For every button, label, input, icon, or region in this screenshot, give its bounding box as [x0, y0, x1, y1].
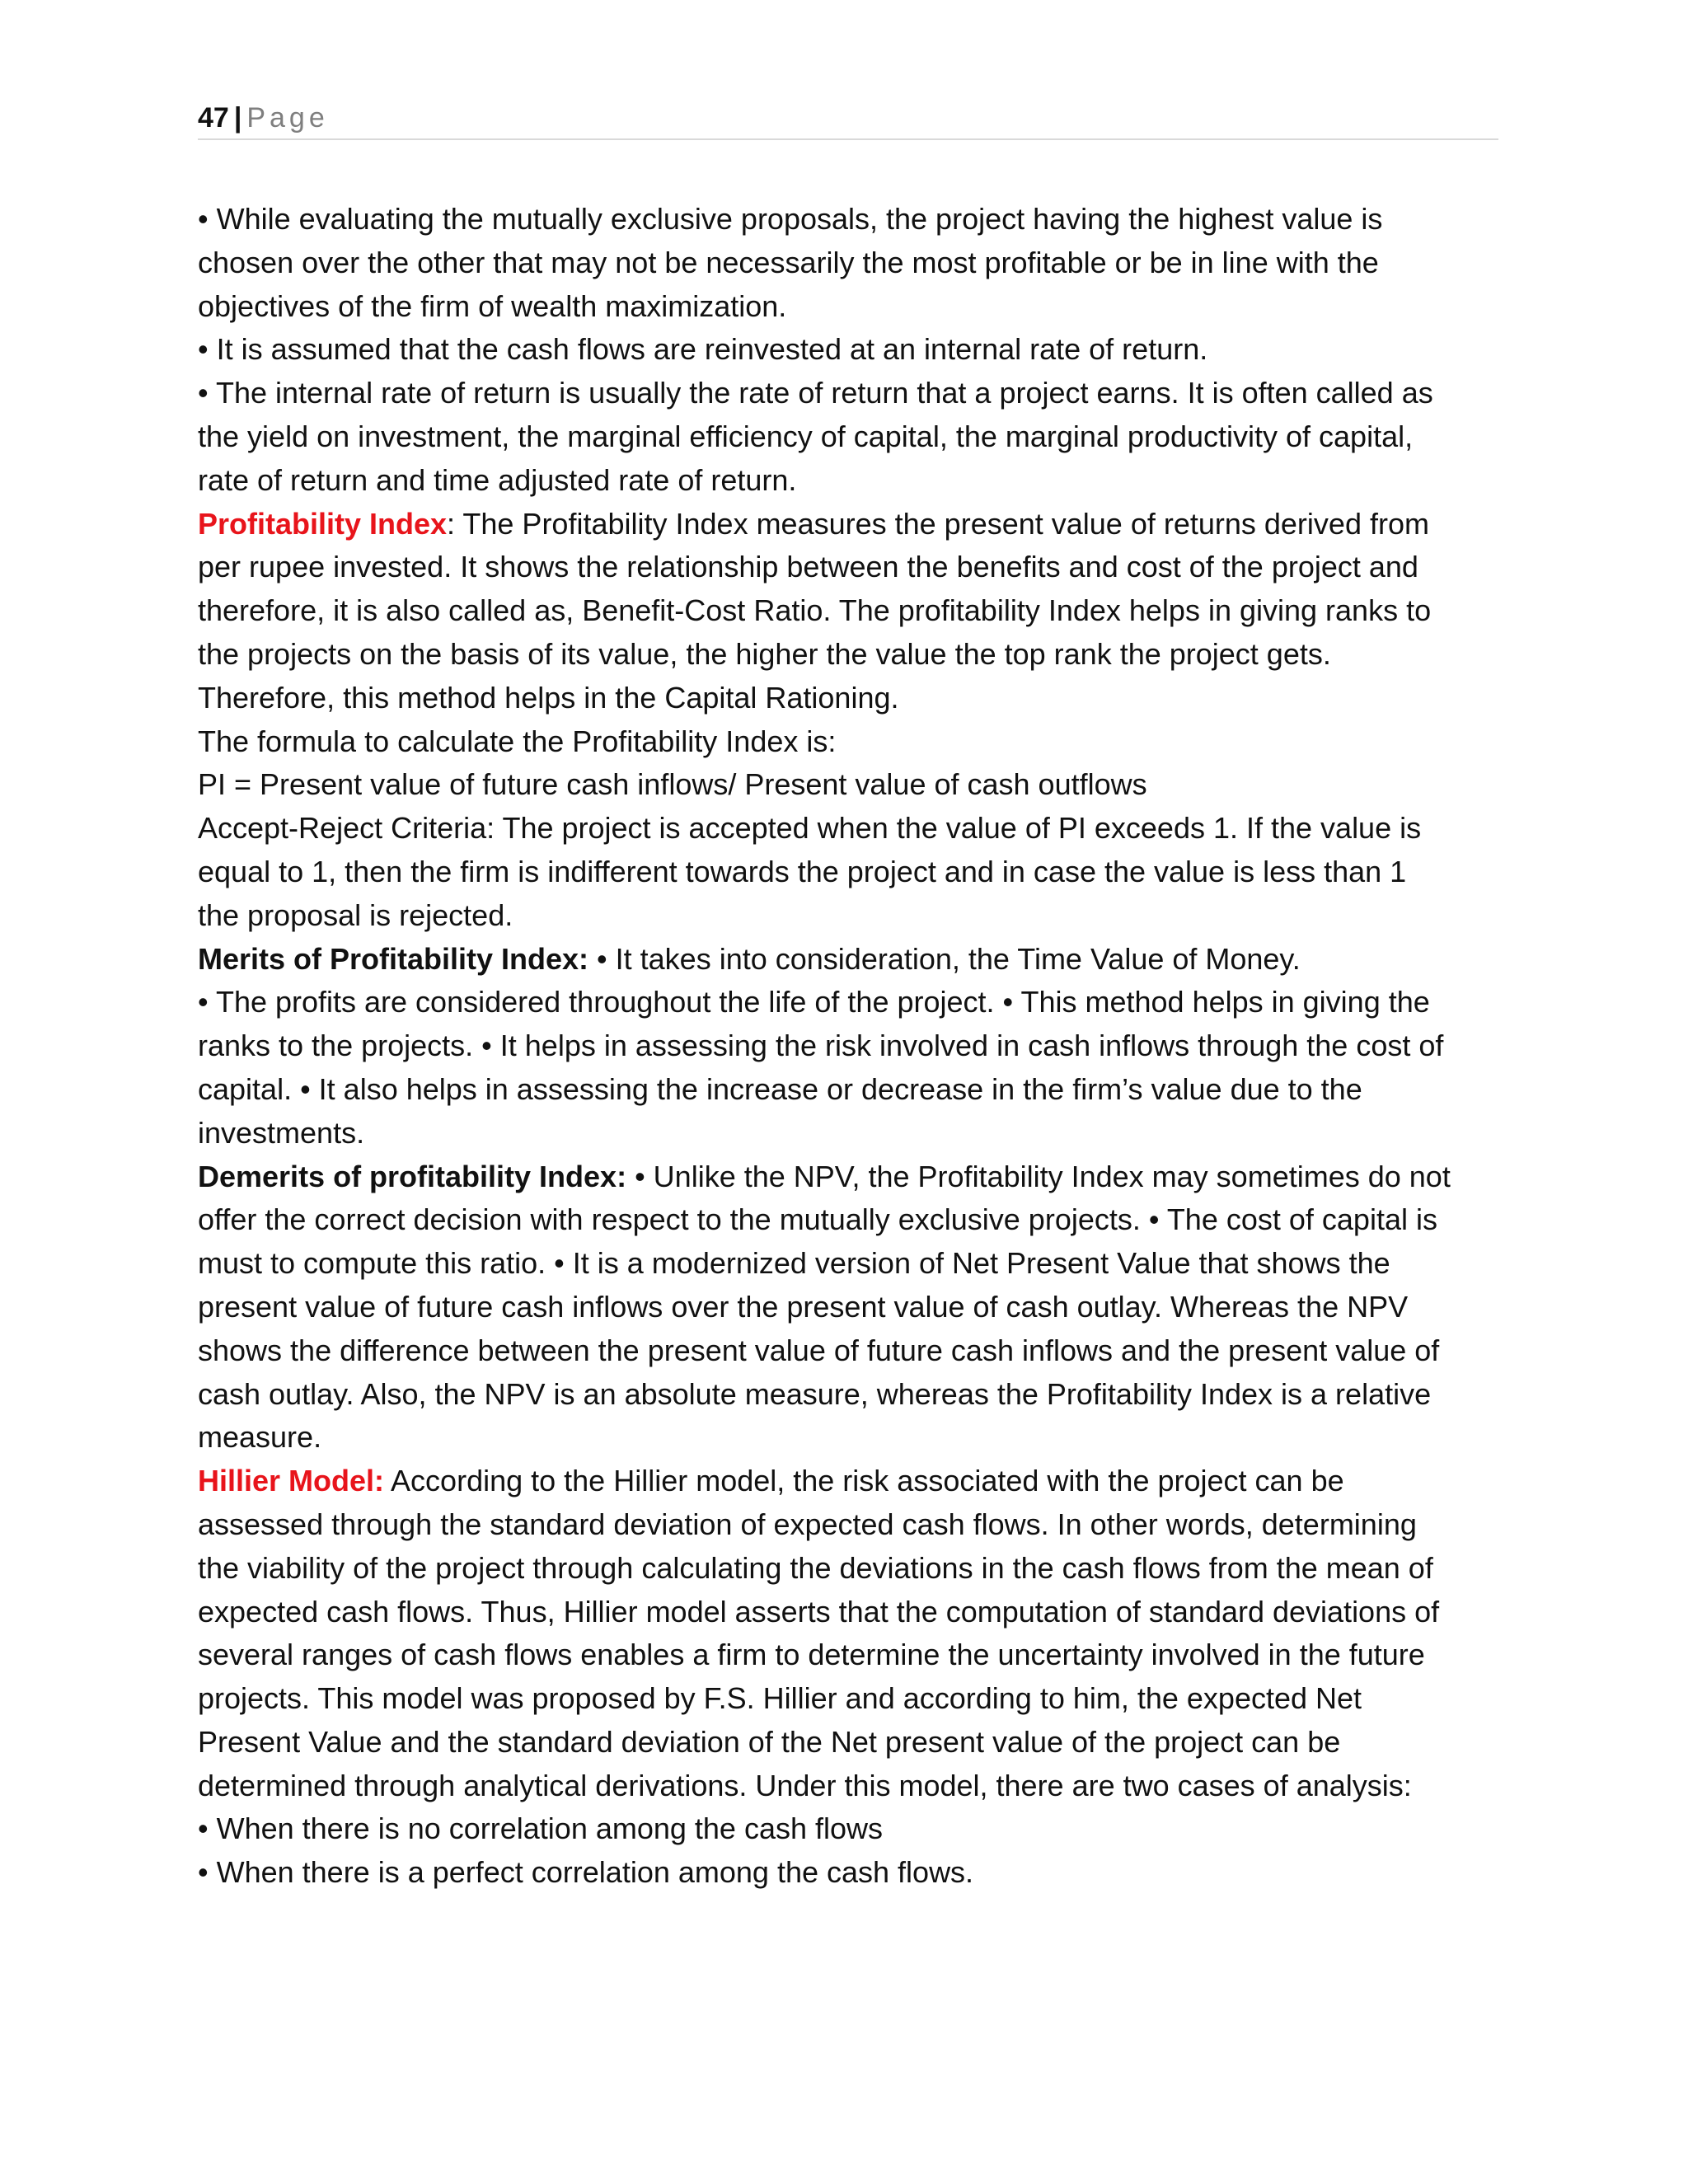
text-line	[198, 1329, 1504, 1373]
text-line	[198, 807, 1504, 851]
text-line	[198, 1286, 1504, 1329]
text-line	[198, 1112, 1504, 1155]
line-text: • When there is a perfect correlation among the cash flows.	[198, 1855, 974, 1890]
line-text: expected cash flows. Thus, Hillier model asserts that the computation of standard deviations of	[198, 1594, 1440, 1629]
page-word: Page	[246, 102, 329, 134]
line-text: • It takes into consideration, the Time Value of Money.	[588, 941, 1301, 976]
text-line	[198, 198, 1504, 241]
line-text: investments.	[198, 1115, 365, 1150]
line-text: objectives of the firm of wealth maximization.	[198, 288, 787, 323]
line-text: The formula to calculate the Profitability Index is:	[198, 724, 837, 758]
text-line	[198, 981, 1504, 1024]
line-text: determined through analytical derivations. Under this model, there are two cases of analysis:	[198, 1768, 1412, 1802]
text-line	[198, 1198, 1504, 1242]
text-line	[198, 285, 1504, 329]
text-line	[198, 1460, 1504, 1503]
text-line	[198, 1503, 1504, 1547]
line-text: several ranges of cash flows enables a firm to determine the uncertainty involved in the future	[198, 1638, 1425, 1672]
document-page	[198, 0, 1500, 2184]
text-line	[198, 851, 1504, 894]
bold-lead: Merits of Profitability Index:	[198, 941, 589, 976]
line-text: • When there is no correlation among the cash flows	[198, 1811, 884, 1846]
text-line	[198, 241, 1504, 285]
body-text	[198, 198, 1504, 1895]
section-heading: Profitability Index	[198, 506, 448, 541]
text-line	[198, 459, 1504, 503]
text-line	[198, 1721, 1504, 1765]
line-text: rate of return and time adjusted rate of return.	[198, 462, 797, 497]
line-text: • While evaluating the mutually exclusive proposals, the project having the highest value is	[198, 202, 1383, 236]
text-line	[198, 503, 1504, 546]
line-text: Accept-Reject Criteria: The project is accepted when the value of PI exceeds 1. If the value is	[198, 811, 1422, 846]
page-number: 47	[198, 102, 229, 134]
text-line	[198, 677, 1504, 720]
line-text: capital. • It also helps in assessing the increase or decrease in the firm’s value due to the	[198, 1071, 1362, 1106]
line-text: the projects on the basis of its value, the higher the value the top rank the project gets.	[198, 636, 1331, 671]
line-text: cash outlay. Also, the NPV is an absolute measure, whereas the Profitability Index is a relative	[198, 1376, 1432, 1411]
line-text: : The Profitability Index measures the present value of returns derived from	[447, 506, 1429, 541]
line-text: therefore, it is also called as, Benefit-Cost Ratio. The profitability Index helps in giving ranks to	[198, 593, 1432, 628]
line-text: • Unlike the NPV, the Profitability Index may sometimes do not	[626, 1159, 1451, 1193]
text-line	[198, 372, 1504, 415]
page-header	[198, 97, 1498, 140]
line-text: offer the correct decision with respect to the mutually exclusive projects. • The cost of capital is	[198, 1202, 1437, 1237]
text-line	[198, 720, 1504, 764]
text-line	[198, 633, 1504, 677]
line-text: • The internal rate of return is usually the rate of return that a project earns. It is often called as	[198, 376, 1433, 410]
text-line	[198, 1068, 1504, 1112]
line-text: projects. This model was proposed by F.S. Hillier and according to him, the expected Net	[198, 1681, 1362, 1716]
text-line	[198, 1155, 1504, 1199]
text-line	[198, 1807, 1504, 1851]
text-line	[198, 589, 1504, 633]
line-text: present value of future cash inflows over the present value of cash outlay. Whereas the NPV	[198, 1289, 1409, 1324]
line-text: assessed through the standard deviation of expected cash flows. In other words, determining	[198, 1507, 1417, 1541]
text-line	[198, 1851, 1504, 1895]
text-line	[198, 938, 1504, 982]
line-text: PI = Present value of future cash inflows/ Present value of cash outflows	[198, 767, 1147, 802]
text-line	[198, 1242, 1504, 1286]
text-line	[198, 415, 1504, 459]
line-text: chosen over the other that may not be necessarily the most profitable or be in line with the	[198, 245, 1379, 279]
text-line	[198, 1024, 1504, 1068]
line-text: must to compute this ratio. • It is a modernized version of Net Present Value that shows the	[198, 1246, 1390, 1281]
text-line	[198, 1677, 1504, 1721]
line-text: the yield on investment, the marginal efficiency of capital, the marginal productivity of capital,	[198, 419, 1414, 453]
text-line	[198, 546, 1504, 589]
text-line	[198, 894, 1504, 938]
line-text: equal to 1, then the firm is indifferent towards the project and in case the value is less than 1	[198, 854, 1407, 888]
line-text: • The profits are considered throughout the life of the project. • This method helps in giving the	[198, 985, 1430, 1019]
line-text: • It is assumed that the cash flows are reinvested at an internal rate of return.	[198, 332, 1208, 367]
text-line	[198, 1416, 1504, 1460]
text-line	[198, 1765, 1504, 1808]
text-line	[198, 763, 1504, 807]
header-separator: |	[233, 102, 242, 134]
section-heading: Hillier Model:	[198, 1464, 385, 1498]
text-line	[198, 328, 1504, 372]
line-text: Present Value and the standard deviation of the Net present value of the project can be	[198, 1724, 1341, 1759]
text-line	[198, 1547, 1504, 1591]
line-text: per rupee invested. It shows the relationship between the benefits and cost of the project and	[198, 550, 1418, 584]
line-text: Therefore, this method helps in the Capital Rationing.	[198, 680, 899, 715]
line-text: the viability of the project through calculating the deviations in the cash flows from the mean of	[198, 1550, 1433, 1585]
line-text: measure.	[198, 1420, 322, 1455]
text-line	[198, 1633, 1504, 1677]
bold-lead: Demerits of profitability Index:	[198, 1159, 627, 1193]
text-line	[198, 1591, 1504, 1634]
line-text: According to the Hillier model, the risk associated with the project can be	[384, 1464, 1344, 1498]
line-text: ranks to the projects. • It helps in assessing the risk involved in cash inflows through the cost of	[198, 1029, 1444, 1063]
line-text: the proposal is rejected.	[198, 898, 513, 932]
text-line	[198, 1373, 1504, 1417]
line-text: shows the difference between the present value of future cash inflows and the present value of	[198, 1333, 1440, 1367]
